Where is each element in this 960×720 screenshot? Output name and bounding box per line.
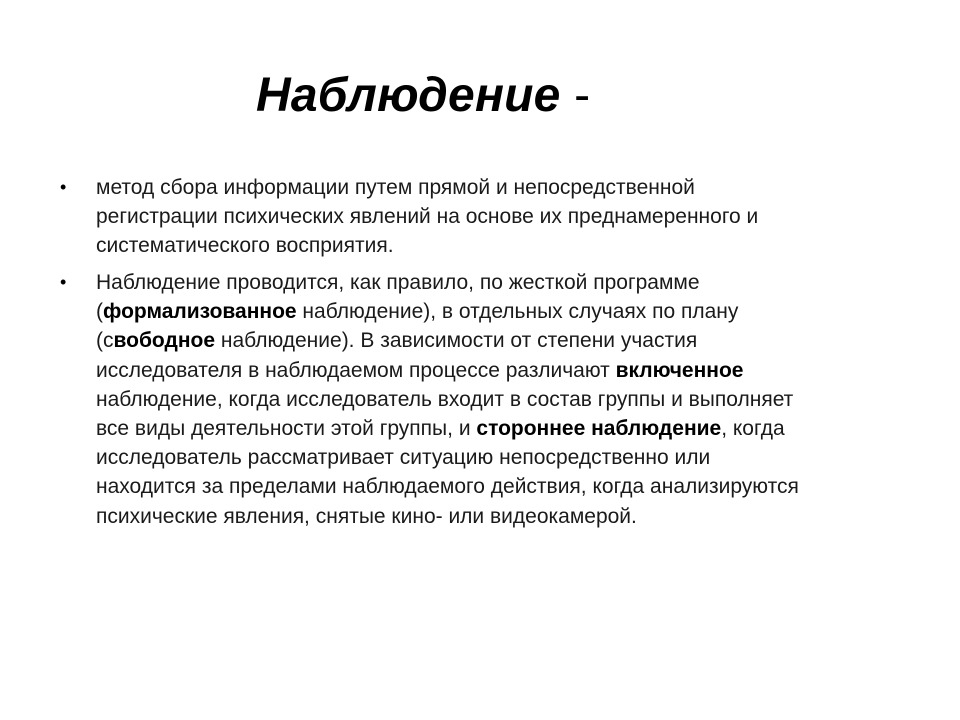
- text-run: наблюдение), в отдельных случаях по плану: [296, 300, 739, 324]
- text-line: [96, 414, 916, 443]
- text-run: находится за пределами наблюдаемого действия, когда анализируются: [96, 475, 799, 499]
- bullet-item-definition: [60, 173, 916, 261]
- text-line: [96, 472, 916, 501]
- bold-term: включенное: [615, 358, 744, 382]
- text-run: все виды деятельности этой группы, и: [96, 417, 477, 441]
- bold-term: вободное: [113, 329, 216, 353]
- text-line: [96, 443, 916, 472]
- text-line: [96, 268, 916, 297]
- text-line: [96, 326, 916, 355]
- text-line: [96, 356, 916, 385]
- bullet-dot-icon: •: [60, 272, 67, 292]
- slide-title-text: Наблюдение: [256, 69, 561, 122]
- text-run: наблюдение, когда исследователь входит в состав группы и выполняет: [96, 387, 794, 411]
- text-run: (с: [96, 329, 114, 353]
- text-run: наблюдение). В зависимости от степени участия: [215, 329, 698, 353]
- text-run: психические явления, снятые кино- или видеокамерой.: [96, 504, 637, 528]
- bullet-text: [96, 173, 916, 261]
- text-line: [96, 202, 916, 231]
- slide-title-dash: -: [560, 69, 591, 122]
- bullet-item-program: [60, 268, 916, 531]
- text-run: регистрации психических явлений на основе их преднамеренного и: [96, 205, 759, 229]
- text-run: (: [96, 300, 103, 324]
- bold-term: формализованное: [103, 300, 297, 324]
- bullet-dot-icon: •: [60, 177, 67, 197]
- text-line: [96, 385, 916, 414]
- slide-title: [256, 58, 590, 134]
- text-run: исследователь рассматривает ситуацию непосредственно или: [96, 446, 711, 470]
- bullet-text: [96, 268, 916, 531]
- text-line: [96, 502, 916, 531]
- bold-term: стороннее наблюдение: [476, 417, 722, 441]
- text-line: [96, 297, 916, 326]
- text-run: систематического восприятия.: [96, 234, 394, 258]
- text-run: исследователя в наблюдаемом процессе различают: [96, 358, 616, 382]
- text-run: метод сбора информации путем прямой и непосредственной: [96, 176, 695, 199]
- text-line: [96, 231, 916, 260]
- text-run: , когда: [721, 417, 785, 441]
- text-line: [96, 173, 916, 202]
- text-run: Наблюдение проводится, как правило, по жесткой программе: [96, 271, 700, 294]
